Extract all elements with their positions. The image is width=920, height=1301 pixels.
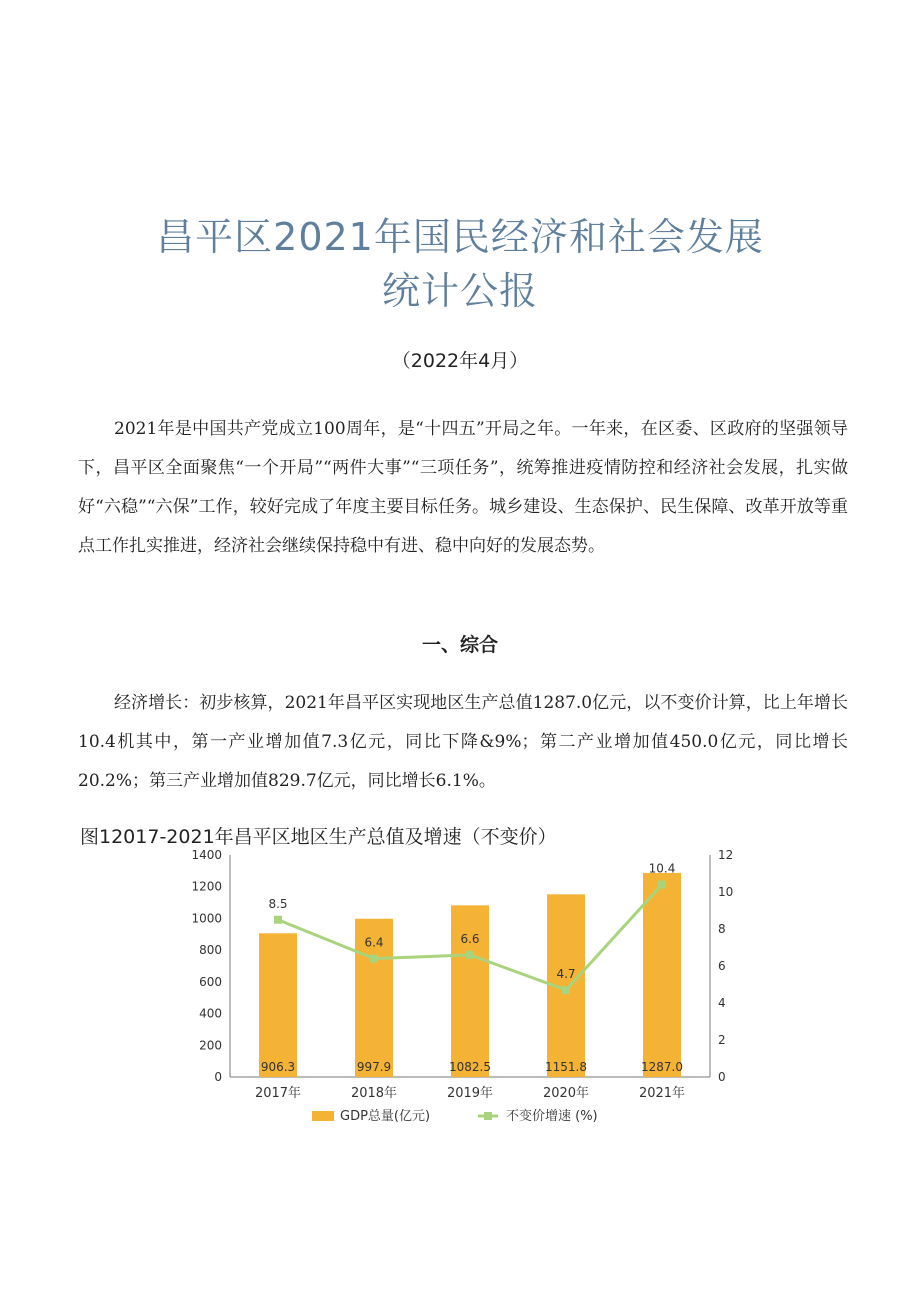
y-left-tick-label: 600 bbox=[199, 974, 222, 989]
y-left-tick-label: 400 bbox=[199, 1006, 222, 1021]
legend-marker-growth bbox=[484, 1112, 492, 1120]
y-right-tick-label: 6 bbox=[718, 959, 726, 973]
legend-swatch-gdp bbox=[312, 1111, 334, 1121]
intro-paragraph: 2021年是中国共产党成立100周年，是“十四五”开局之年。一年来，在区委、区政府的坚强领导下，昌平区全面聚焦“一个开局”“两件大事”“三项任务”，统筹推进疫情防控和经济社会发展，扎实做好“六稳”“六保”工作，较好完成了年度主要目标任务。城乡建设、生态保护、民生保障、改革开放等重点工作扎实推进，经济社会继续保持稳中有进、稳中向好的发展态势。 bbox=[78, 419, 848, 556]
growth-rate-label: 6.4 bbox=[364, 935, 384, 950]
y-right-tick-label: 0 bbox=[718, 1070, 726, 1084]
economy-paragraph: 经济增长：初步核算，2021年昌平区实现地区生产总值1287.0亿元，以不变价计算，比上年增长10.4机其中，第一产业增加值7.3亿元，同比下降&9%；第二产业增加值450.0亿元，同比增长20.2%；第三产业增加值829.7亿元，同比增长6.1%。 bbox=[78, 693, 848, 791]
growth-rate-label: 10.4 bbox=[648, 861, 676, 876]
y-right-tick-label: 12 bbox=[718, 848, 734, 862]
y-right-tick-label: 10 bbox=[718, 885, 734, 899]
title-line-2: 统计公报 bbox=[381, 269, 538, 313]
y-left-tick-label: 800 bbox=[199, 943, 222, 958]
legend-label-gdp: GDP总量(亿元) bbox=[340, 1109, 431, 1124]
report-date: （2022年4月） bbox=[391, 350, 529, 372]
gdp-chart bbox=[180, 845, 740, 1135]
x-tick-label: 2018年 bbox=[350, 1086, 398, 1101]
growth-rate-point bbox=[562, 986, 570, 994]
gdp-bar-label: 1151.8 bbox=[545, 1060, 587, 1074]
gdp-bar-label: 997.9 bbox=[356, 1060, 392, 1074]
y-right-tick-label: 4 bbox=[718, 996, 726, 1010]
growth-rate-point bbox=[658, 881, 666, 889]
gdp-bar-label: 1082.5 bbox=[449, 1060, 491, 1074]
x-tick-label: 2021年 bbox=[638, 1086, 686, 1101]
section-heading: 一、综合 bbox=[421, 634, 498, 656]
y-left-tick-label: 1200 bbox=[191, 879, 222, 894]
x-tick-label: 2020年 bbox=[542, 1086, 590, 1101]
gdp-bar bbox=[259, 933, 297, 1077]
growth-rate-label: 6.6 bbox=[460, 931, 480, 946]
gdp-bar-label: 1287.0 bbox=[641, 1060, 683, 1074]
page-title bbox=[0, 210, 920, 318]
growth-rate-label: 8.5 bbox=[268, 896, 288, 911]
gdp-bar bbox=[643, 873, 681, 1077]
y-left-tick-label: 200 bbox=[199, 1038, 222, 1053]
growth-rate-label: 4.7 bbox=[556, 967, 576, 982]
y-left-tick-label: 1400 bbox=[191, 848, 222, 862]
legend-label-growth: 不变价增速 (%) bbox=[506, 1109, 598, 1124]
y-left-tick-label: 1000 bbox=[191, 911, 222, 926]
x-tick-label: 2019年 bbox=[446, 1086, 494, 1101]
y-right-tick-label: 2 bbox=[718, 1033, 726, 1047]
y-left-tick-label: 0 bbox=[214, 1070, 222, 1084]
growth-rate-point bbox=[370, 955, 378, 963]
growth-rate-point bbox=[274, 916, 282, 924]
y-right-tick-label: 8 bbox=[718, 922, 726, 936]
gdp-bar-label: 906.3 bbox=[260, 1060, 296, 1074]
chart-title: 图12017-2021年昌平区地区生产总值及增速（不变价） bbox=[80, 826, 557, 848]
title-line-1: 昌平区2021年国民经济和社会发展 bbox=[156, 215, 764, 259]
growth-rate-point bbox=[466, 951, 474, 959]
x-tick-label: 2017年 bbox=[254, 1086, 302, 1101]
